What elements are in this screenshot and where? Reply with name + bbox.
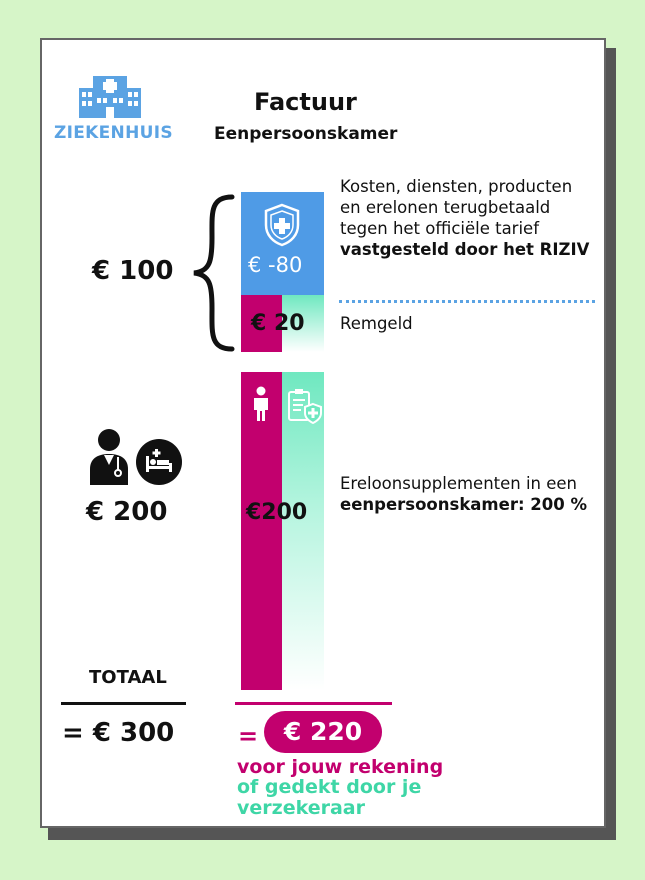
hospital-icon <box>79 70 141 118</box>
section1-description-bold: vastgesteld door het RIZIV <box>340 240 590 259</box>
invoice-subtitle: Eenpersoonskamer <box>214 124 398 144</box>
own-amount-pill: € 220 <box>264 711 382 753</box>
copay-value: € 20 <box>251 311 305 336</box>
copay-label: Remgeld <box>340 314 413 333</box>
person-icon <box>250 386 272 422</box>
note-insurer: of gedekt door je verzekeraar <box>237 776 422 819</box>
section1-description-regular: Kosten, diensten, producten en erelonen terugbetaald tegen het officiële tarief <box>340 177 573 238</box>
hospital-bed-icon <box>134 439 184 485</box>
curly-brace <box>188 193 238 353</box>
own-underline <box>235 702 392 705</box>
note-own-account: voor jouw rekening <box>237 756 444 778</box>
supplement-value: €200 <box>246 500 308 525</box>
own-equals: = <box>238 722 259 750</box>
hospital-label: ZIEKENHUIS <box>54 123 173 143</box>
amount-100: € 100 <box>92 256 174 286</box>
total-underline <box>61 702 186 705</box>
shield-cross-icon <box>262 203 302 247</box>
reimbursed-value: € -80 <box>248 253 303 277</box>
invoice-title: Factuur <box>254 88 357 116</box>
section1-description <box>340 176 595 260</box>
amount-200: € 200 <box>86 497 168 527</box>
section2-description-regular: Ereloonsupplementen in een <box>340 474 578 493</box>
total-label: TOTAAL <box>89 667 167 688</box>
dotted-divider <box>339 300 595 303</box>
section2-description <box>340 473 590 515</box>
total-amount: = € 300 <box>62 718 175 748</box>
clipboard-shield-icon <box>287 388 323 424</box>
section2-description-bold: eenpersoonskamer: 200 % <box>340 495 588 514</box>
